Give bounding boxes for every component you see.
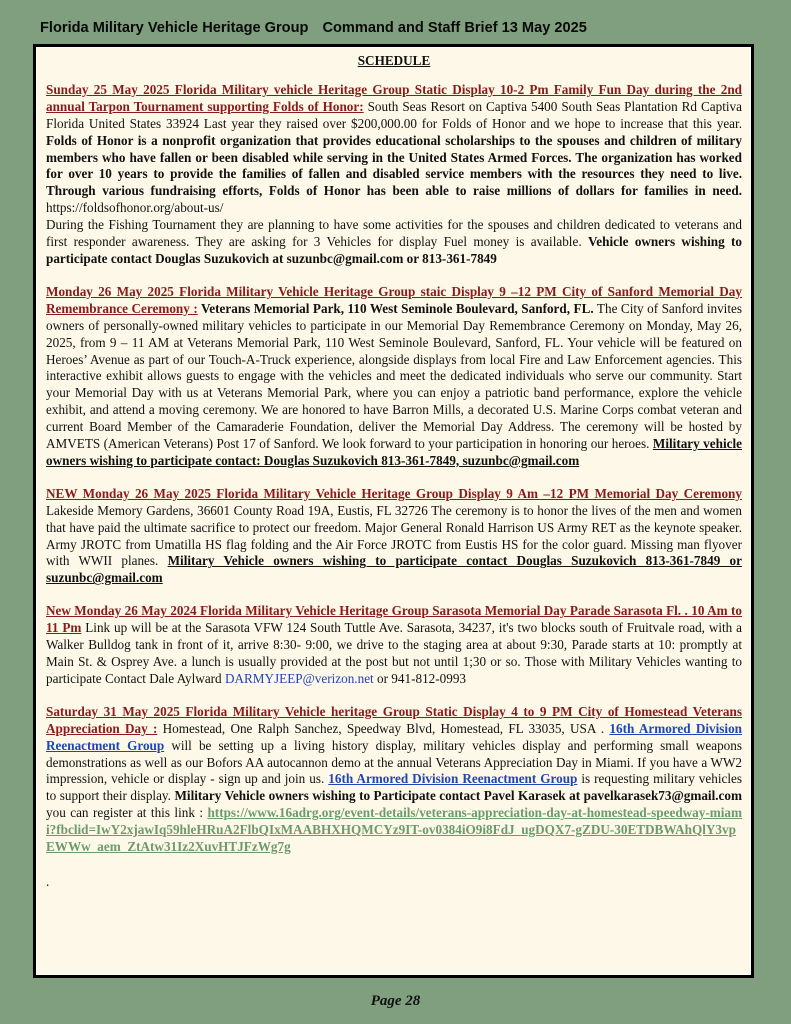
schedule-panel bbox=[33, 44, 754, 978]
event-body: you can register at this link : bbox=[46, 805, 208, 821]
event-heading: Sunday 25 May 2025 Florida Military vehicle Heritage Group Static Display 10-2 Pm Family Fun Day during the 2nd annual Tarpon Tournament supporting Folds of Honor: bbox=[46, 81, 742, 114]
event-body: Link up will be at the Sarasota VFW 124 South Tuttle Ave. Sarasota, 34237, it's two blocks south of Fruitvale road, with a Walker Bulldog tank in front of it, arrive 8:30- 9:00, we drive to the staging area at about 9:30, Parade starts at 10: promptly at Main St. & Osprey Ave. a lunch is usually provided at the post but not until 1;30 or so. Those with Military Vehicles wanting to participate Contact Dale Aylward bbox=[46, 620, 742, 686]
event-sarasota-parade bbox=[46, 603, 742, 688]
page-number: Page 28 bbox=[370, 993, 421, 1009]
brief-title: Command and Staff Brief 13 May 2025 bbox=[322, 20, 587, 36]
event-body: The City of Sanford invites owners of personally-owned military vehicles to participate in our Memorial Day Remembrance Ceremony on Monday, May 26, 2025, from 9 – 11 AM at Veterans Memorial Park, 110 West Seminole Boulevard, Sanford, FL. Your vehicle will be featured on Heroes’ Avenue as part of our Touch-A-Truck experience, alongside displays from local Fire and Law Enforcement agencies. This interactive exhibit allows guests to engage with the vehicles and meet the dedicated individuals who serve our community. Start your Memorial Day with us at Veterans Memorial Park, where you can enjoy a patriotic band performance, explore the vehicle exhibit, and attend a moving ceremony. We are honored to have Barron Mills, a decorated U.S. Marine Corps combat veteran and current Board Member of the Camaraderie Foundation, deliver the Memorial Day Address. The ceremony will be hosted by AMVETS (American Veterans) Post 17 of Sanford. We look forward to your participation in honoring our heroes. bbox=[46, 300, 742, 452]
event-contact: Military Vehicle owners wishing to Participate contact Pavel Karasek at pavelkarasek73@gmail.com bbox=[174, 788, 742, 804]
event-contact: Vehicle owners wishing to participate contact Douglas Suzukovich at suzunbc@gmail.com or 813-361-7849 bbox=[46, 234, 742, 266]
event-body: Lakeside Memory Gardens, 36601 County Road 19A, Eustis, FL 32726 The ceremony is to honor the lives of the men and women that have paid the ultimate sacrifice to protect our freedom. Major General Ronald Harrison US Army RET as the keynote speaker. Army JROTC from Umatilla HS flag folding and the Air Force JROTC from Eustis HS for the color guard. Missing man flyover with WWII planes. bbox=[46, 502, 742, 569]
event-phone: or 941-812-0993 bbox=[373, 670, 467, 686]
event-tarpon-tournament bbox=[46, 82, 742, 268]
event-body: will be setting up a living history display, military vehicles display and performing small weapons demonstrations as well as our Bofors AA autocannon demo at the annual Veterans Appreciation Day in Miami. If you have a WW2 impression, vehicle or display - sign up and join us. bbox=[46, 737, 742, 787]
page-header bbox=[40, 20, 760, 36]
event-body: During the Fishing Tournament they are planning to have some activities for the spouses and children dedicated to veterans and first responder awareness. They are asking for 3 Vehicles for display Fuel money is available. bbox=[46, 217, 742, 250]
event-body: South Seas Resort on Captiva 5400 South Seas Plantation Rd Captiva Florida United States 33924 Last year they raised over $200,000.00 for Folds of Honor and we hope to increase that this year. bbox=[46, 98, 742, 131]
event-location: Veterans Memorial Park, 110 West Seminole Boulevard, Sanford, FL. bbox=[197, 300, 594, 316]
event-body: Homestead, One Ralph Sanchez, Speedway Blvd, Homestead, FL 33035, USA . bbox=[157, 720, 610, 736]
event-contact: Military vehicle owners wishing to participate contact: Douglas Suzukovich 813-361-7849, suzunbc@gmail.com bbox=[46, 436, 742, 468]
event-heading: Monday 26 May 2025 Florida Military Vehicle Heritage Group staic Display 9 –12 PM City of Sanford Memorial Day Remembrance Ceremony : bbox=[46, 283, 742, 316]
event-heading: NEW Monday 26 May 2025 Florida Military Vehicle Heritage Group Display 9 Am –12 PM Memorial Day Ceremony bbox=[46, 485, 742, 501]
event-heading: New Monday 26 May 2024 Florida Military Vehicle Heritage Group Sarasota Memorial Day Parade Sarasota Fl. . 10 Am to 11 Pm bbox=[46, 603, 742, 636]
trailing-mark: . bbox=[46, 873, 50, 889]
reenactment-group-link[interactable]: 16th Armored Division Reenactment Group bbox=[46, 720, 742, 753]
schedule-panel-inner bbox=[36, 47, 751, 975]
org-name: Florida Military Vehicle Heritage Group bbox=[40, 20, 309, 36]
event-body-bold: Folds of Honor is a nonprofit organization that provides educational scholarships to the spouses and children of military members who have fallen or been disabled while serving in the United States Armed Forces. The organization has worked for over 10 years to provide the families of fallen and disabled service members with the resources they need to live. Through various fundraising efforts, Folds of Honor has been able to raise millions of dollars for families in need. bbox=[46, 132, 742, 199]
event-body: is requesting military vehicles to support their display. bbox=[46, 771, 743, 804]
event-contact: Military Vehicle owners wishing to participate contact Douglas Suzukovich 813-361-7849 or suzunbc@gmail.com bbox=[46, 553, 742, 586]
registration-url-link[interactable]: https://www.16adrg.org/event-details/veterans-appreciation-day-at-homestead-speedway-miami?fbclid=IwY2xjawIq59hleHRuA2FlbQIxMAABHXHQMCYz9IT-ov0384iO9i8FdJ_ugDQX7-gZDU-30ETDBWAhQlY3vpEWWw_aem_ZtAtw31Iz2XuvHTJFzWg7g bbox=[46, 805, 742, 855]
event-sanford-memorial bbox=[46, 284, 742, 470]
contact-email-link[interactable]: DARMYJEEP@verizon.net bbox=[224, 670, 374, 686]
event-heading: Saturday 31 May 2025 Florida Military Vehicle heritage Group Static Display 4 to 9 PM City of Homestead Veterans Appreciation Day : bbox=[46, 703, 742, 736]
reenactment-group-link[interactable]: 16th Armored Division Reenactment Group bbox=[328, 771, 578, 787]
event-eustis-ceremony bbox=[46, 486, 742, 587]
event-url: https://foldsofhonor.org/about-us/ bbox=[46, 200, 224, 216]
event-homestead-appreciation bbox=[46, 704, 742, 856]
schedule-title: SCHEDULE bbox=[357, 53, 431, 68]
